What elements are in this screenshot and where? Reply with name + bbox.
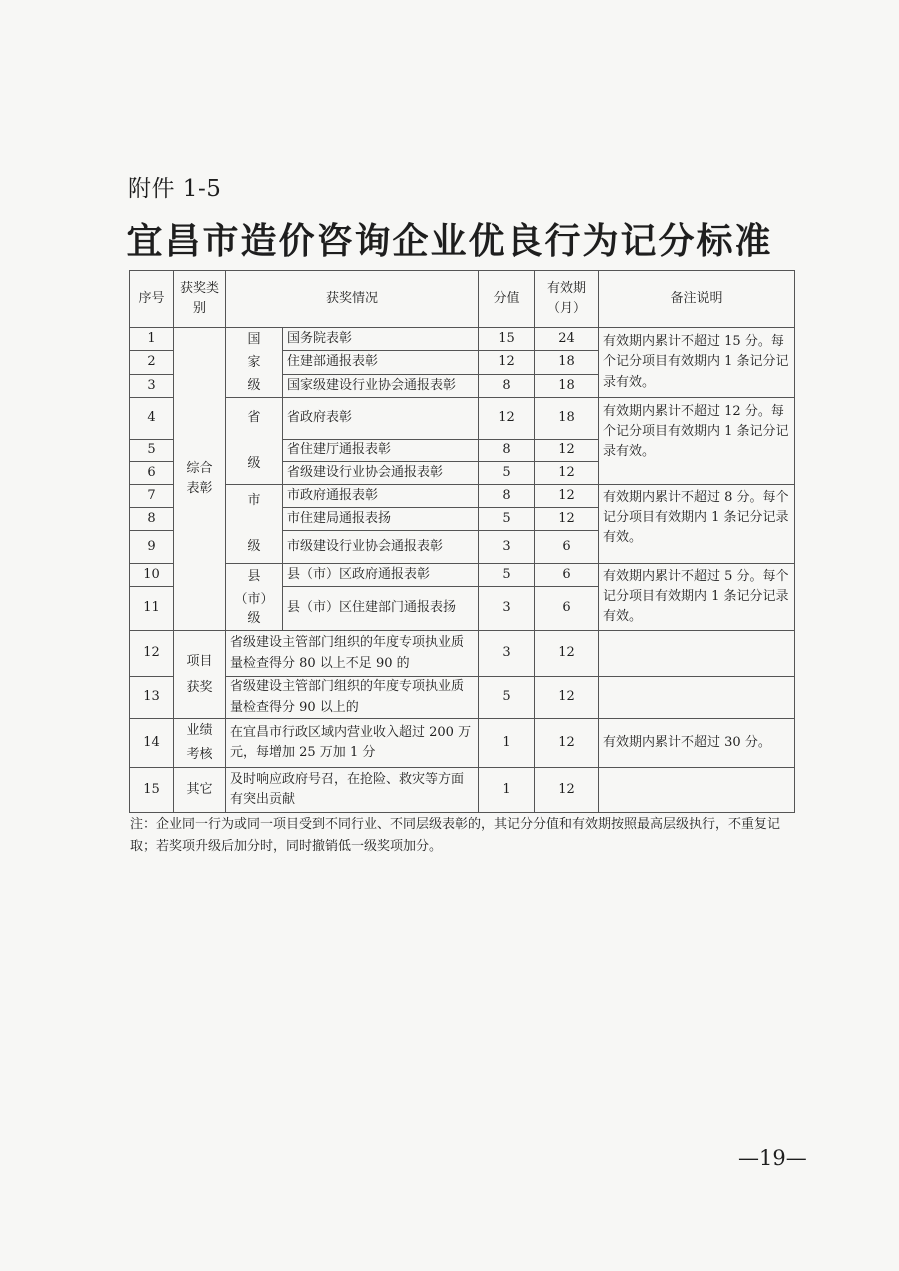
- row-score: 3: [479, 631, 535, 677]
- row-seq: 5: [130, 440, 174, 462]
- row-item: 及时响应政府号召，在抢险、救灾等方面有突出贡献: [226, 768, 479, 813]
- row-item: 市政府通报表彰: [283, 485, 479, 508]
- row-remarks-empty: [599, 768, 795, 813]
- table-row: [130, 328, 795, 351]
- remarks-national: 有效期内累计不超过 15 分。每个记分项目有效期内 1 条记分记录有效。: [599, 328, 795, 398]
- row-seq: 3: [130, 374, 174, 397]
- row-score: 5: [479, 508, 535, 531]
- row-validity: 12: [535, 631, 599, 677]
- remarks-city: 有效期内累计不超过 8 分。每个记分项目有效期内 1 条记分记录有效。: [599, 485, 795, 564]
- row-seq: 8: [130, 508, 174, 531]
- remarks-county: 有效期内累计不超过 5 分。每个记分项目有效期内 1 条记分记录有效。: [599, 564, 795, 631]
- row-validity: 6: [535, 587, 599, 631]
- row-item: 县（市）区政府通报表彰: [283, 564, 479, 587]
- remarks-provincial: 有效期内累计不超过 12 分。每个记分项目有效期内 1 条记分记录有效。: [599, 398, 795, 485]
- row-seq: 9: [130, 531, 174, 564]
- level-provincial: 省 级: [226, 398, 283, 485]
- row-score: 3: [479, 587, 535, 631]
- row-seq: 10: [130, 564, 174, 587]
- row-seq: 2: [130, 351, 174, 374]
- row-seq: 7: [130, 485, 174, 508]
- row-score: 15: [479, 328, 535, 351]
- row-seq: 4: [130, 398, 174, 440]
- row-validity: 18: [535, 351, 599, 374]
- row-validity: 12: [535, 508, 599, 531]
- row-validity: 12: [535, 440, 599, 462]
- table-row: [130, 398, 795, 440]
- row-validity: 18: [535, 374, 599, 397]
- row-seq: 14: [130, 719, 174, 768]
- row-score: 1: [479, 719, 535, 768]
- table-row: [130, 564, 795, 587]
- document-title: 宜昌市造价咨询企业优良行为记分标准: [126, 221, 773, 262]
- scoring-standard-table: [129, 270, 795, 813]
- row-remarks-empty: [599, 677, 795, 719]
- table-row: [130, 485, 795, 508]
- table-row: [130, 719, 795, 768]
- row-score: 5: [479, 677, 535, 719]
- category-performance: 业绩考核: [174, 719, 226, 768]
- row-validity: 18: [535, 398, 599, 440]
- remarks-performance: 有效期内累计不超过 30 分。: [599, 719, 795, 768]
- row-item: 国务院表彰: [283, 328, 479, 351]
- header-remarks: 备注说明: [599, 271, 795, 328]
- row-score: 3: [479, 531, 535, 564]
- row-seq: 12: [130, 631, 174, 677]
- row-seq: 13: [130, 677, 174, 719]
- header-category: 获奖类别: [174, 271, 226, 328]
- row-item: 省住建厅通报表彰: [283, 440, 479, 462]
- row-validity: 12: [535, 677, 599, 719]
- row-item: 市住建局通报表扬: [283, 508, 479, 531]
- row-item: 在宜昌市行政区域内营业收入超过 200 万元，每增加 25 万加 1 分: [226, 719, 479, 768]
- row-score: 8: [479, 440, 535, 462]
- header-situation: 获奖情况: [226, 271, 479, 328]
- level-city: 市 级: [226, 485, 283, 564]
- category-other: 其它: [174, 768, 226, 813]
- row-validity: 12: [535, 462, 599, 485]
- row-seq: 15: [130, 768, 174, 813]
- row-score: 5: [479, 564, 535, 587]
- table-row: [130, 768, 795, 813]
- category-project: 项目获奖: [174, 631, 226, 719]
- row-score: 12: [479, 398, 535, 440]
- row-seq: 11: [130, 587, 174, 631]
- row-validity: 24: [535, 328, 599, 351]
- row-score: 12: [479, 351, 535, 374]
- row-score: 8: [479, 485, 535, 508]
- row-item: 省政府表彰: [283, 398, 479, 440]
- row-validity: 6: [535, 531, 599, 564]
- row-item: 国家级建设行业协会通报表彰: [283, 374, 479, 397]
- row-seq: 6: [130, 462, 174, 485]
- table-row: [130, 677, 795, 719]
- row-seq: 1: [130, 328, 174, 351]
- row-item: 省级建设主管部门组织的年度专项执业质量检查得分 80 以上不足 90 的: [226, 631, 479, 677]
- row-item: 省级建设行业协会通报表彰: [283, 462, 479, 485]
- row-score: 8: [479, 374, 535, 397]
- row-item: 省级建设主管部门组织的年度专项执业质量检查得分 90 以上的: [226, 677, 479, 719]
- row-item: 住建部通报表彰: [283, 351, 479, 374]
- level-national: 国 家 级: [226, 328, 283, 398]
- category-comprehensive: 综合表彰: [174, 328, 226, 631]
- page-number: —19—: [738, 1146, 807, 1170]
- row-validity: 12: [535, 485, 599, 508]
- attachment-label: 附件 1-5: [128, 176, 222, 202]
- level-county: 县 （市） 级: [226, 564, 283, 631]
- header-score: 分值: [479, 271, 535, 328]
- table-footnote: 注：企业同一行为或同一项目受到不同行业、不同层级表彰的，其记分分值和有效期按照最高层级执行，不重复记取；若奖项升级后加分时，同时撤销低一级奖项加分。: [130, 817, 781, 854]
- row-item: 县（市）区住建部门通报表扬: [283, 587, 479, 631]
- row-item: 市级建设行业协会通报表彰: [283, 531, 479, 564]
- row-score: 1: [479, 768, 535, 813]
- row-validity: 6: [535, 564, 599, 587]
- row-validity: 12: [535, 768, 599, 813]
- header-seq: 序号: [130, 271, 174, 328]
- row-validity: 12: [535, 719, 599, 768]
- table-row: [130, 631, 795, 677]
- row-remarks-empty: [599, 631, 795, 677]
- row-score: 5: [479, 462, 535, 485]
- table-header-row: [130, 271, 795, 328]
- header-validity: 有效期（月）: [535, 271, 599, 328]
